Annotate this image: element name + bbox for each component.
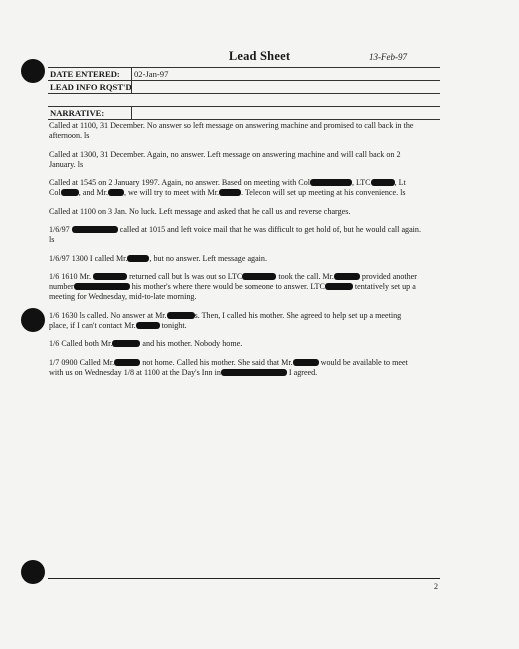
redaction-bar	[293, 359, 319, 366]
narrative-text: ls	[49, 235, 55, 244]
narrative-text: meeting for Wednesday, mid-to-late morning.	[49, 292, 197, 301]
narrative-text: , we will try to meet with Mr.	[123, 188, 220, 197]
redaction-bar	[371, 179, 395, 186]
narrative-text: place, if I can't contact Mr.	[49, 320, 136, 330]
header-date: 13-Feb-97	[369, 52, 407, 62]
narrative-line: Called at 1100, 31 December. No answer so left message on answering machine and promised to call back in the	[49, 121, 414, 130]
narrative-line	[49, 282, 441, 292]
narrative-text: provided another	[359, 272, 417, 281]
field-divider	[131, 106, 132, 119]
redaction-bar	[334, 273, 360, 280]
narrative-entry	[49, 311, 441, 331]
narrative-body	[49, 121, 441, 386]
narrative-text: returned call but ls was out so LTC	[127, 272, 243, 281]
redaction-bar	[167, 312, 195, 319]
narrative-text: 1/6 1630 ls called. No answer at Mr.	[49, 310, 167, 320]
date-entered-value: 02-Jan-97	[134, 69, 169, 79]
redaction-bar	[74, 283, 130, 290]
narrative-entry	[49, 178, 441, 198]
redaction-bar	[310, 179, 352, 186]
narrative-entry	[49, 225, 441, 245]
redaction-bar	[61, 189, 79, 196]
narrative-text: not home. Called his mother. She said that Mr.	[140, 357, 293, 367]
narrative-line	[49, 235, 441, 245]
narrative-label: NARRATIVE:	[50, 108, 105, 118]
narrative-text: tentatively set up a	[352, 282, 416, 291]
narrative-line	[49, 339, 441, 349]
narrative-text: 1/6 1610 Mr.	[49, 272, 94, 281]
narrative-text: tonight.	[159, 320, 187, 330]
narrative-line	[49, 321, 441, 331]
narrative-text: his mother's where there would be someone to answer. LTC	[129, 282, 325, 291]
redaction-bar	[325, 283, 353, 290]
narrative-text: and his mother. Nobody home.	[140, 339, 243, 348]
field-divider	[131, 67, 132, 93]
narrative-text: , Lt	[394, 178, 406, 187]
narrative-entry	[49, 272, 441, 302]
date-entered-label: DATE ENTERED:	[50, 69, 120, 79]
redaction-bar	[72, 226, 118, 233]
divider	[48, 119, 440, 120]
narrative-entry	[49, 207, 441, 217]
narrative-text: . Telecon will set up meeting at his convenience. ls	[241, 188, 406, 197]
narrative-line	[49, 225, 441, 235]
divider	[48, 106, 440, 107]
narrative-text: , LTC	[351, 178, 371, 187]
narrative-line: Called at 1300, 31 December. Again, no answer. Left message on answering machine and will call back on 2	[49, 149, 401, 159]
divider	[48, 93, 440, 94]
narrative-line	[49, 292, 441, 302]
page-title: Lead Sheet	[228, 49, 291, 63]
narrative-text: Called at 1545 on 2 January 1997. Again, no answer. Based on meeting with Col	[49, 178, 310, 187]
redaction-bar	[93, 273, 127, 280]
redaction-bar	[242, 273, 276, 280]
narrative-text: called at 1015 and left voice mail that he was difficult to get hold of, but he would call again.	[117, 225, 421, 234]
narrative-line: January. ls	[49, 159, 84, 169]
redaction-bar	[219, 189, 241, 196]
narrative-text: s. Then, I called his mother. She agreed to help set up a meeting	[194, 310, 402, 320]
narrative-line	[49, 368, 441, 378]
narrative-entry	[49, 358, 441, 378]
narrative-text: , and Mr.	[78, 188, 108, 197]
lead-info-label: LEAD INFO RQST'D	[50, 82, 132, 92]
narrative-line	[49, 178, 441, 188]
narrative-text: , but no answer. Left message again.	[149, 253, 268, 263]
narrative-line	[49, 272, 441, 282]
narrative-line	[49, 254, 441, 264]
redaction-bar	[136, 322, 160, 329]
divider	[48, 80, 440, 81]
narrative-text: 1/6/97 1300 I called Mr.	[49, 253, 128, 263]
narrative-line	[49, 188, 441, 198]
narrative-entry	[49, 339, 441, 349]
redaction-bar	[112, 340, 140, 347]
narrative-line: afternoon. ls	[49, 131, 90, 140]
narrative-text: with us on Wednesday 1/8 at 1100 at the Day's Inn in	[49, 367, 221, 377]
footer-rule	[48, 578, 440, 579]
narrative-text: would be available to meet	[318, 357, 408, 367]
narrative-text: took the call. Mr.	[276, 272, 334, 281]
redaction-bar	[108, 189, 124, 196]
narrative-text: 1/7 0900 Called Mr.	[49, 357, 115, 367]
redaction-bar	[114, 359, 140, 366]
punch-hole	[21, 560, 45, 584]
narrative-line: Called at 1100 on 3 Jan. No luck. Left message and asked that he call us and reverse charges.	[49, 206, 351, 216]
narrative-text: I agreed.	[286, 367, 318, 377]
narrative-entry	[49, 150, 441, 170]
narrative-line	[49, 358, 441, 368]
divider	[48, 67, 440, 68]
narrative-entry	[49, 121, 441, 141]
narrative-line	[49, 311, 441, 321]
narrative-text: number	[49, 282, 74, 291]
punch-hole	[21, 308, 45, 332]
redaction-bar	[221, 369, 287, 376]
narrative-text: 1/6/97	[49, 225, 72, 234]
page-number: 2	[434, 582, 438, 591]
narrative-entry	[49, 254, 441, 264]
narrative-text: 1/6 Called both Mr.	[49, 339, 113, 348]
narrative-text: Col	[49, 188, 61, 197]
redaction-bar	[127, 255, 149, 262]
